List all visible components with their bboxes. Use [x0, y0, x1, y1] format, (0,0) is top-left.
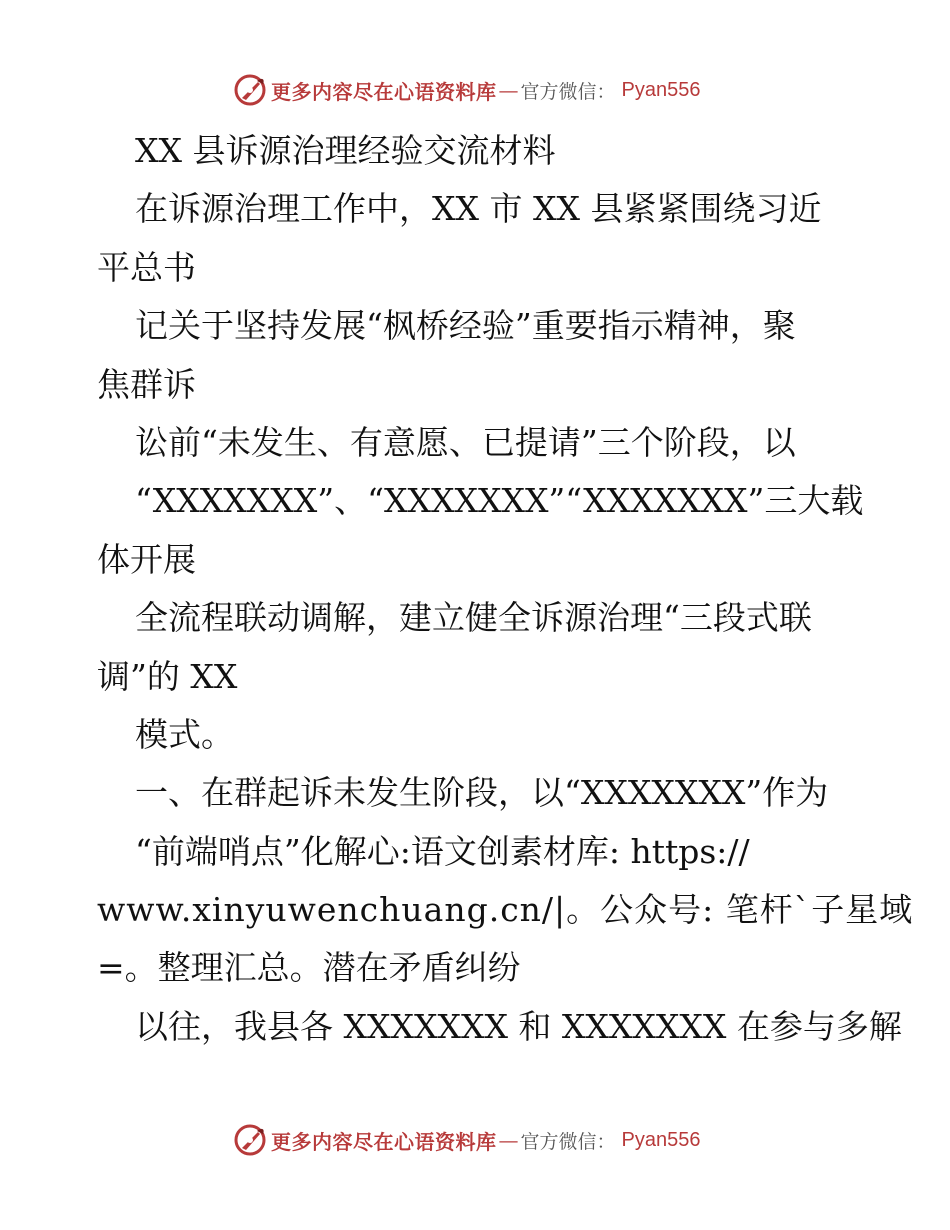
banner-wechat-label: 官方微信：: [520, 80, 616, 103]
banner-dash: —: [498, 1128, 519, 1152]
document-body: [97, 122, 914, 1056]
paragraph-line: 平总书: [97, 247, 196, 287]
paragraph-line: 在诉源治理工作中，XX 市 XX 县紧紧围绕习近: [135, 189, 822, 229]
banner-title: 更多内容尽在心语资料库: [271, 1129, 497, 1154]
paragraph-line: 记关于坚持发展“枫桥经验”重要指示精神，聚: [135, 306, 796, 346]
banner-dash: —: [498, 78, 519, 102]
banner-wechat-id: Pyan556: [621, 1128, 701, 1151]
paragraph-line: 焦群诉: [97, 364, 196, 404]
paragraph-line: 模式。: [135, 714, 234, 754]
quill-pen-logo-icon: [233, 1123, 267, 1157]
banner-title: 更多内容尽在心语资料库: [271, 79, 497, 104]
banner-wechat-id: Pyan556: [621, 78, 701, 101]
paragraph-line: “XXXXXXX”、“XXXXXXX”“XXXXXXX”三大载: [135, 481, 864, 521]
paragraph-line: 以往，我县各 XXXXXXX 和 XXXXXXX 在参与多解: [135, 1006, 902, 1046]
section-heading: 一、在群起诉未发生阶段，以“XXXXXXX”作为: [135, 773, 829, 813]
header-banner: [233, 72, 700, 108]
paragraph-line: 体开展: [97, 539, 196, 579]
quill-pen-logo-icon: [233, 73, 267, 107]
paragraph-line: 讼前“未发生、有意愿、已提请”三个阶段，以: [135, 422, 796, 462]
document-title: XX 县诉源治理经验交流材料: [135, 131, 556, 170]
footer-banner: [233, 1122, 700, 1158]
banner-wechat-label: 官方微信：: [520, 1130, 616, 1153]
paragraph-line: =。整理汇总。潜在矛盾纠纷: [97, 948, 521, 988]
paragraph-line: 全流程联动调解，建立健全诉源治理“三段式联: [135, 598, 812, 638]
paragraph-line: “前端哨点”化解心:语文创素材库: https://: [135, 831, 750, 871]
paragraph-line: 调”的 XX: [97, 656, 238, 696]
paragraph-line: www.xinyuwenchuang.cn/|。公众号: 笔杆`子星域: [97, 890, 914, 930]
